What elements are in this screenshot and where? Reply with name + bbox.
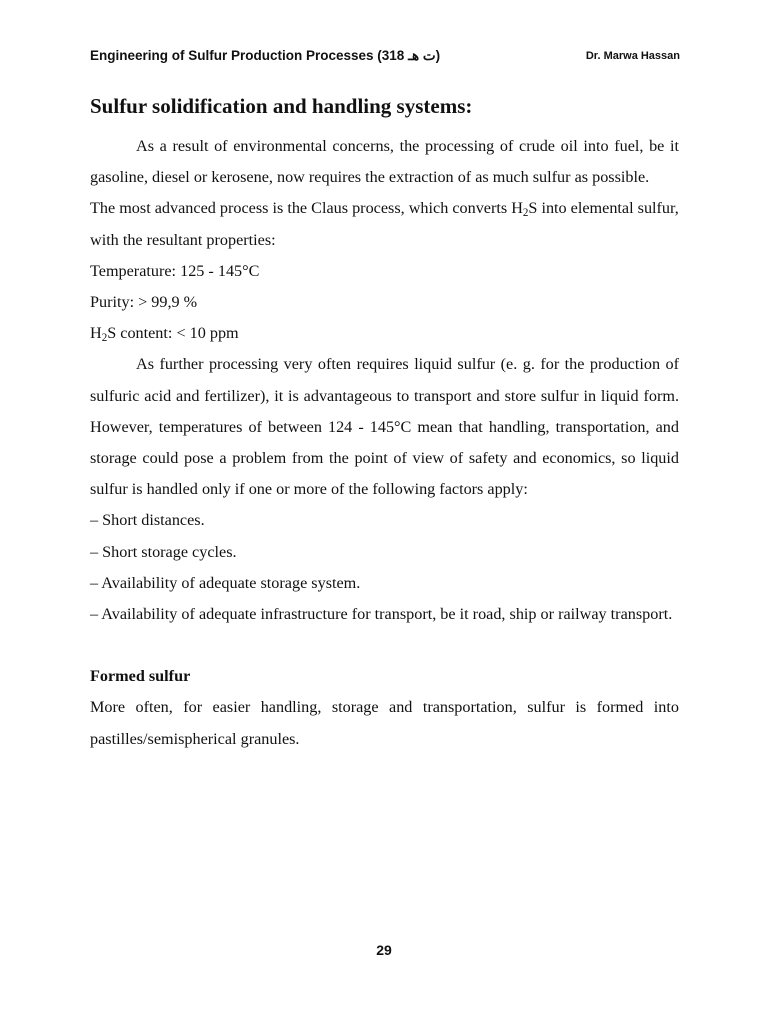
liquid-sulfur-paragraph: As further processing very often requires liquid sulfur (e. g. for the production of sulfuric acid and fertilizer), it is advantageous to transport and store sulfur in liquid form. However, temperatures of between 124 - 145°C mean that handling, transportation, and storage could pose a problem from the point of view of safety and economics, so liquid sulfur is handled only if one or more of the following factors apply: — [90, 355, 679, 499]
factor-item: – Availability of adequate infrastructure for transport, be it road, ship or railway transport. — [90, 605, 673, 624]
factor-item: – Availability of adequate storage system. — [90, 573, 361, 592]
claus-subscript: 2 — [522, 207, 529, 220]
intro-paragraph: As a result of environmental concerns, the processing of crude oil into fuel, be it gasoline, diesel or kerosene, now requires the extraction of as much sulfur as possible. — [90, 137, 679, 187]
claus-paragraph — [90, 193, 679, 255]
author-name: Dr. Marwa Hassan — [585, 50, 680, 62]
formed-sulfur-paragraph: More often, for easier handling, storage and transportation, sulfur is formed into pastilles/semispherical granules. — [90, 698, 679, 748]
property-h2s — [90, 318, 679, 349]
formed-sulfur-heading: Formed sulfur — [90, 667, 191, 686]
factor-item: – Short distances. — [90, 511, 205, 530]
h2s-prefix: H — [90, 324, 102, 343]
claus-text-start: The most advanced process is the Claus process, which converts H — [90, 199, 523, 218]
course-title: Engineering of Sulfur Production Processes (318 ت هـ) — [90, 48, 441, 63]
section-heading: Sulfur solidification and handling systems: — [90, 94, 473, 118]
body-text — [90, 131, 679, 755]
property-temperature: Temperature: 125 - 145°C — [90, 261, 260, 280]
property-purity: Purity: > 99,9 % — [90, 293, 198, 312]
h2s-subscript: 2 — [101, 331, 108, 344]
page-number: 29 — [376, 942, 392, 958]
section-gap — [90, 630, 679, 661]
running-header — [90, 48, 680, 68]
claus-text-end: S into elemental sulfur, with the resultant properties: — [90, 199, 679, 249]
h2s-rest: S content: < 10 ppm — [107, 324, 239, 343]
factor-item: – Short storage cycles. — [90, 542, 237, 561]
